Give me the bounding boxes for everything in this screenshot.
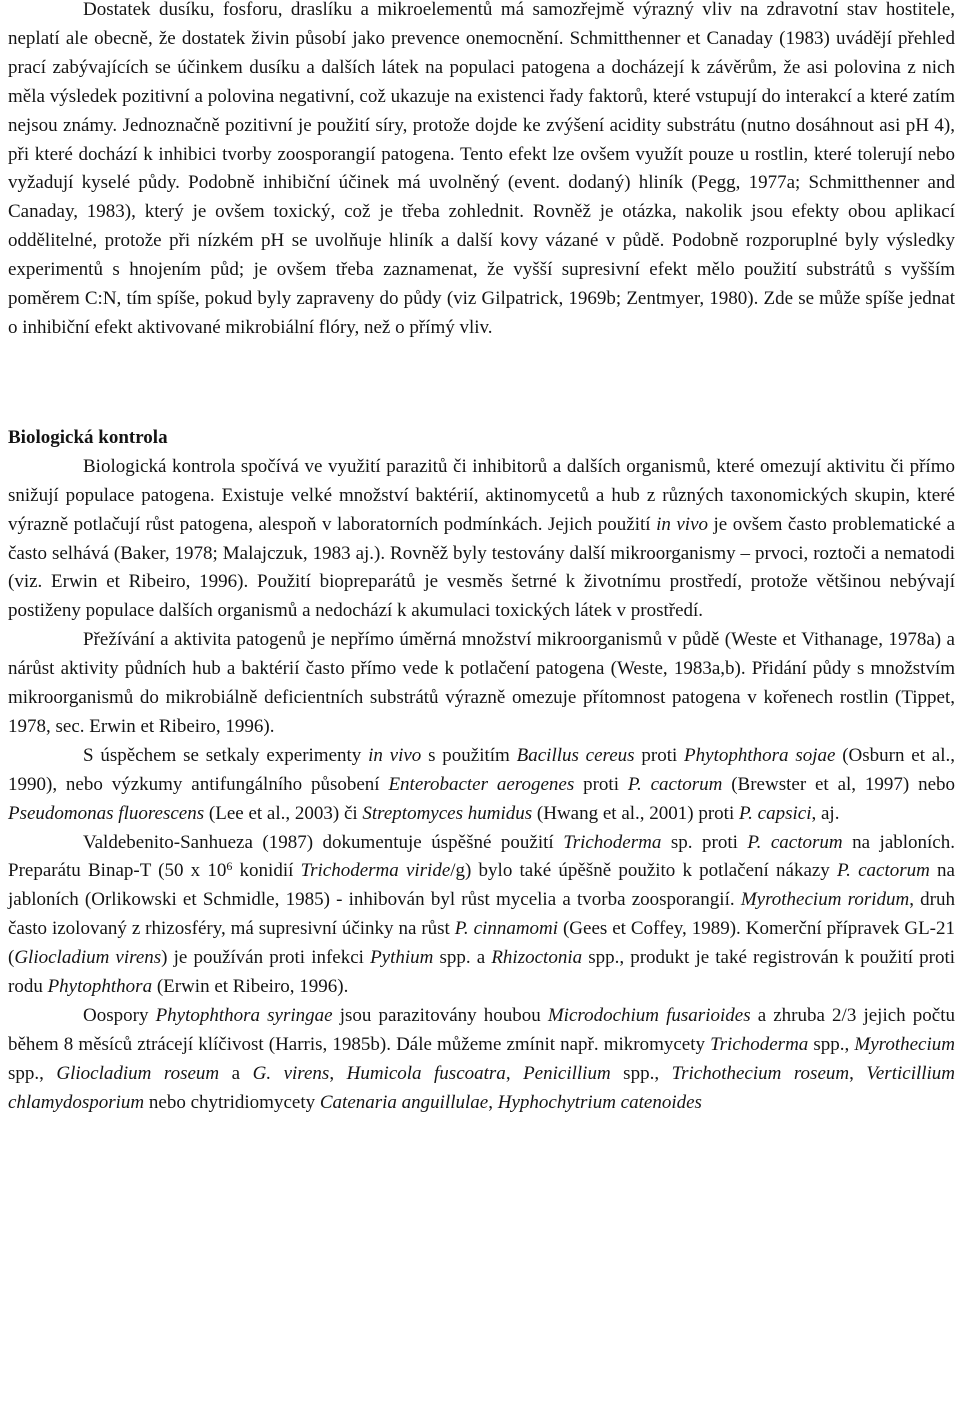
species-name: Gliocladium roseum [56,1062,220,1084]
text-run: sp. proti [661,831,748,853]
species-name: Trichothecium roseum [671,1062,850,1084]
species-name: Pseudomonas fluorescens [8,802,205,824]
section-heading: Biologická kontrola [8,426,168,448]
species-name: Phytophthora syringae [155,1005,333,1026]
species-name: Phytophthora [47,976,153,998]
paragraph-survival: Přežívání a aktivita patogenů je nepřímo úměrná množství mikroorganismů v půdě (Weste et Vithanage, 1978a) a nárůst aktivity půdních hub a baktérií často přímo vede k potlačení patogena (Weste, 1983a,b). Přidání půdy s množstvím mikroorganismů do mikrobiálně deficientních substrátů výrazně omezuje přítomnost patogena v kořenech rostlin (Tippet, 1978, sec. Erwin et Ribeiro, 1996). [8,629,955,737]
species-name: Phytophthora sojae [684,744,836,766]
species-name: Trichoderma [710,1033,809,1055]
text-run: (Lee et al., 2003) či [204,802,363,824]
species-name: P. cactorum [747,831,843,853]
species-name: Catenaria anguillulae [319,1091,489,1113]
species-name: Verticillium chlamydosporium [8,1062,956,1113]
text-run: , [488,1091,498,1113]
text-run: s použitím [421,744,517,766]
species-name: Penicillium [523,1062,611,1084]
document-page [8,0,955,1118]
species-name: Microdochium fusarioides [547,1005,751,1026]
text-run: Oospory [83,1005,156,1026]
text-run: , aj. [811,802,840,824]
superscript: 6 [226,859,233,874]
text-run: spp., [808,1033,855,1055]
intro-paragraph: Dostatek dusíku, fosforu, draslíku a mikroelementů má samozřejmě výrazný vliv na zdravotní stav hostitele, neplatí ale obecně, že dostatek živin působí jako prevence onemocnění. Schmitthenner et Canaday (1983) uvádějí přehled prací zabývajících se účinkem dusíku a dalších látek na populaci patogena a docházejí k závěrům, že asi polovina z nich měla výsledek pozitivní a polovina negativní, což ukazuje na existenci řady faktorů, které vstupují do interakcí a které zatím nejsou známy. Jednoznačně pozitivní je použití síry, protože dojde ke zvýšení acidity substrátu (nutno dosáhnout asi pH 4), při které dochází k inhibici tvorby zoosporangií patogena. Tento efekt lze ovšem využít pouze u rostlin, které tolerují nebo vyžadují kyselé půdy. Podobně inhibiční účinek má uvolněný (event. dodaný) hliník (Pegg, 1977a; Schmitthenner and Canaday, 1983), který je ovšem toxický, což je třeba zohlednit. Rovněž je otázka, nakolik jsou efekty obou aplikací oddělitelné, protože při nízkém pH se uvolňuje hliník a další kovy vázané v půdě. Podobně rozporuplné byly výsledky experimentů s hnojením půd; je ovšem třeba zaznamenat, že vyšší supresivní efekt mělo použití substrátů s vyšším poměrem C:N, tím spíše, pokud byly zapraveny do půdy (viz Gilpatrick, 1969b; Zentmyer, 1980). Zde se může spíše jednat o inhibiční efekt aktivované mikrobiální flóry, než o přímý vliv. [8,0,955,338]
text-run: (Osburn et al., 1990), nebo výzkumy antifungálního působení [8,744,955,795]
text-run: Valdebenito-Sanhueza (1987) dokumentuje úspěšné použití [83,831,564,853]
species-name: Trichoderma viride [300,860,451,882]
species-name: P. cinnamomi [454,918,559,940]
italic-term: in vivo [656,513,709,535]
section-spacer [8,343,955,424]
species-name: Streptomyces humidus [362,802,533,824]
species-name: Gliocladium virens [14,947,162,969]
species-name: Bacillus cereus [516,744,635,766]
paragraph-experiments [8,742,955,829]
text-run: a [219,1062,253,1084]
text-run: S úspěchem se setkaly experimenty [83,744,369,766]
paragraph-biological-control [8,453,955,626]
text-run: /g) bylo také úpěšně použito k potlačení nákazy [450,860,837,882]
text-run: (Erwin et Ribeiro, 1996). [152,976,349,998]
text-run: , druh často izolovaný z rhizosféry, má supresivní účinky na růst [8,889,955,940]
text-run: proti [574,773,628,795]
text-run: a zhruba 2/3 jejich počtu během 8 měsíců ztrácejí klíčivost (Harris, 1985b). Dále můžeme zmínit např. mikromycety [8,1005,955,1055]
species-name: Rhizoctonia [491,947,583,969]
text-run: je ovšem často problematické a často selhává (Baker, 1978; Malajczuk, 1983 aj.). Rovněž byly testovány další mikroorganismy – prvoci, roztoči a nematodi (viz. Erwin et Ribeiro, 1996). Použití biopreparátů je vesměs šetrné k životnímu prostředí, protože většinou nebývají postiženy populace dalších organismů a nedochází k akumulaci toxických látek v prostředí. [8,513,955,622]
italic-term: in vivo [368,744,422,766]
species-name: Trichoderma [563,831,662,853]
text-run: (Gees et Coffey, 1989). Komerční přípravek GL-21 ( [8,918,956,969]
species-name: Enterobacter aerogenes [388,773,575,795]
text-run: konidií [232,860,301,882]
species-name: P. cactorum [837,860,930,882]
species-name: P. cactorum [627,773,723,795]
text-run: proti [634,744,685,766]
text-run: na jabloních. Preparátu Binap-T (50 x 10 [8,831,955,882]
species-name: Myrothecium [854,1033,955,1055]
text-run: spp. a [433,947,492,969]
text-run: jsou parazitovány houbou [332,1005,548,1026]
species-name: Myrothecium roridum [740,889,910,911]
text-run: ) je používán proti infekci [161,947,371,969]
text-run: spp., [8,1062,57,1084]
text-run: spp., [610,1062,672,1084]
species-name: G. virens [252,1062,330,1084]
text-run: na jabloních (Orlikowski et Schmidle, 1985) - inhibován byl růst mycelia a tvorba zoosporangií. [8,860,955,911]
text-run: spp., produkt je také registrován k použití proti rodu [8,947,956,998]
text-run: Biologická kontrola spočívá ve využití parazitů či inhibitorů a dalších organismů, které omezují aktivitu či přímo snižují populace patogena. Existuje velké množství baktérií, aktinomycetů a hub z různých taxonomických skupin, které výrazně potlačují růst patogena, alespoň v laboratorních podmínkách. Jejich použití [8,455,955,535]
paragraph-oospores [8,1002,955,1118]
species-name: Hyphochytrium catenoides [497,1091,702,1113]
text-run: (Hwang et al., 2001) proti [532,802,739,824]
text-run: nebo chytridiomycety [144,1091,320,1113]
text-run: (Brewster et al, 1997) nebo [722,773,956,795]
species-name: Pythium [370,947,434,969]
species-name: P. capsici [739,802,812,824]
text-run: , [329,1062,347,1084]
text-run: , [505,1062,524,1084]
species-name: Humicola fuscoatra [346,1062,506,1084]
paragraph-trichoderma [8,829,955,1002]
text-run: , [849,1062,867,1084]
